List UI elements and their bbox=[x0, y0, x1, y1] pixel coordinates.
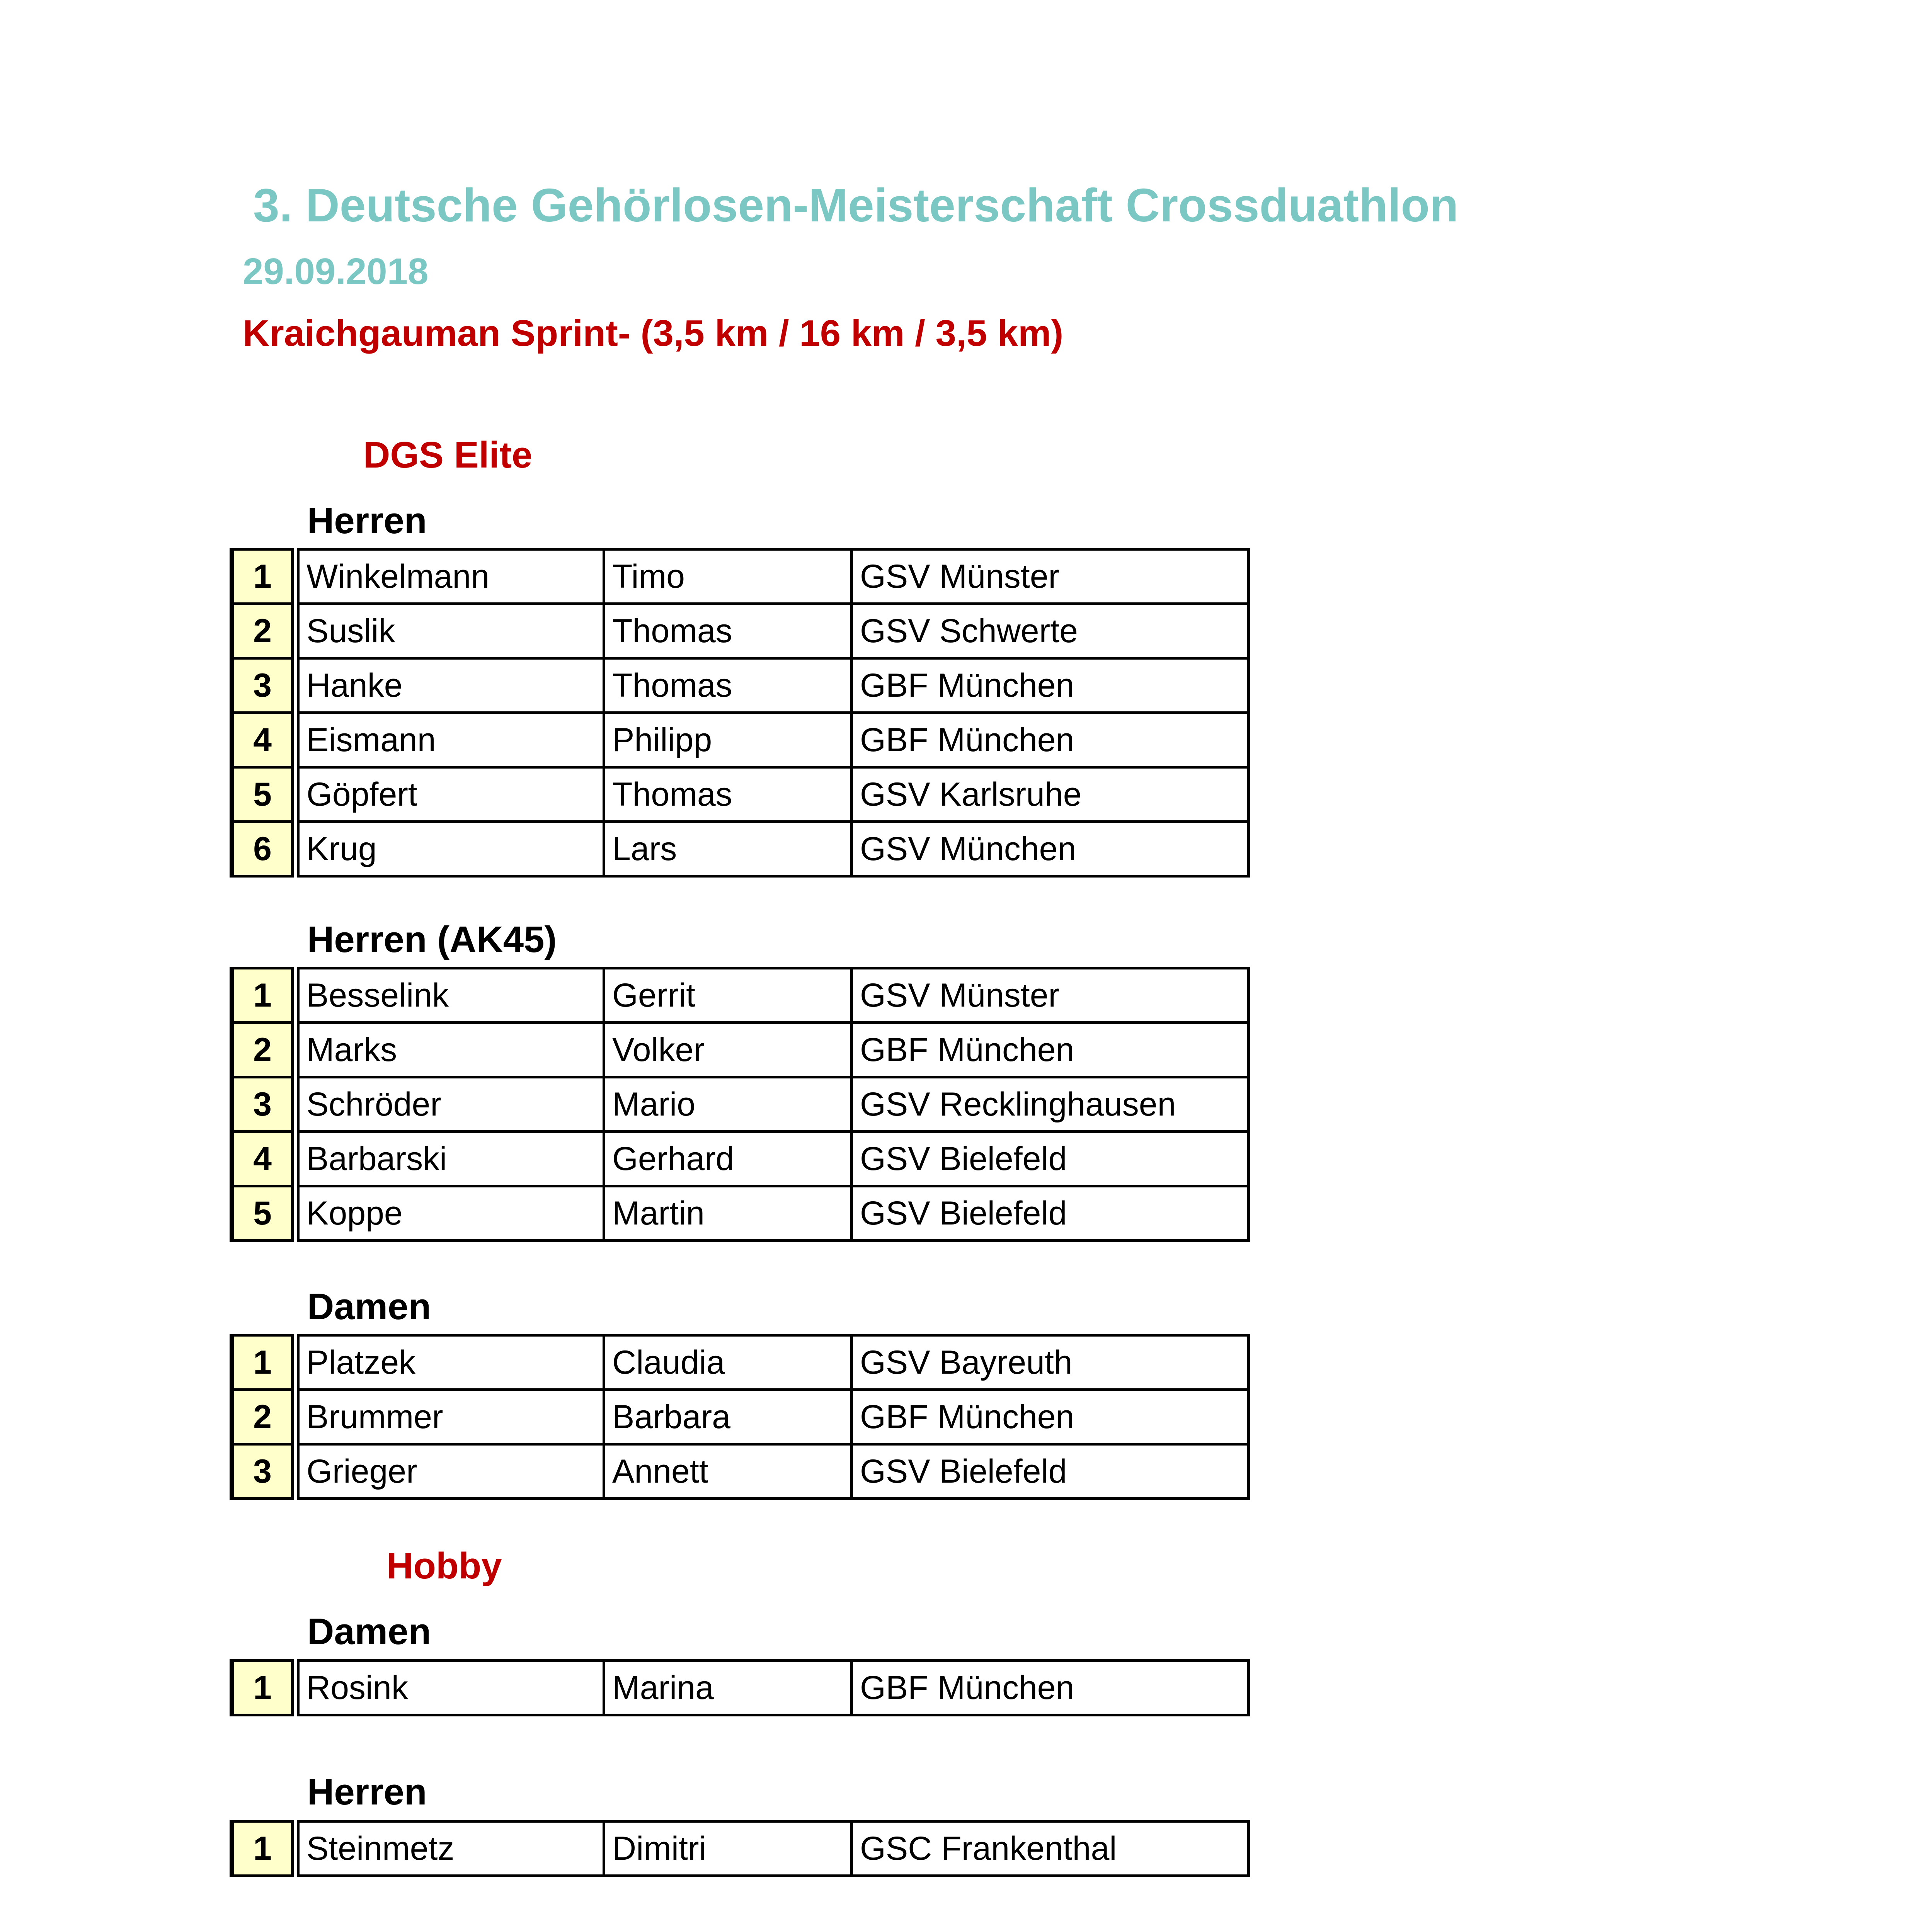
first-name-cell: Martin bbox=[604, 1186, 852, 1241]
last-name-cell: Platzek bbox=[295, 1335, 604, 1390]
first-name-cell: Gerrit bbox=[604, 968, 852, 1023]
results-table-elite-damen bbox=[230, 1334, 1250, 1500]
rank-cell: 1 bbox=[232, 549, 296, 604]
first-name-cell: Barbara bbox=[604, 1390, 852, 1444]
category-hobby: Hobby bbox=[386, 1545, 502, 1587]
table-row bbox=[232, 604, 1249, 658]
first-name-cell: Volker bbox=[604, 1023, 852, 1077]
rank-cell: 5 bbox=[232, 1186, 296, 1241]
club-cell: GSV Bielefeld bbox=[852, 1132, 1249, 1186]
first-name-cell: Mario bbox=[604, 1077, 852, 1132]
last-name-cell: Barbarski bbox=[295, 1132, 604, 1186]
club-cell: GSV Bielefeld bbox=[852, 1186, 1249, 1241]
last-name-cell: Brummer bbox=[295, 1390, 604, 1444]
rank-cell: 3 bbox=[232, 658, 296, 713]
club-cell: GSV Münster bbox=[852, 968, 1249, 1023]
table-row bbox=[232, 1444, 1249, 1499]
club-cell: GSV Münster bbox=[852, 549, 1249, 604]
first-name-cell: Timo bbox=[604, 549, 852, 604]
first-name-cell: Dimitri bbox=[604, 1821, 852, 1876]
table-row bbox=[232, 1186, 1249, 1241]
rank-cell: 2 bbox=[232, 1390, 296, 1444]
last-name-cell: Hanke bbox=[295, 658, 604, 713]
rank-cell: 4 bbox=[232, 1132, 296, 1186]
table-row bbox=[232, 1023, 1249, 1077]
group-title-elite-herren: Herren bbox=[307, 500, 427, 541]
first-name-cell: Thomas bbox=[604, 658, 852, 713]
table-row bbox=[232, 1390, 1249, 1444]
table-row bbox=[232, 1335, 1249, 1390]
group-title-elite-damen: Damen bbox=[307, 1286, 431, 1327]
table-row bbox=[232, 767, 1249, 822]
last-name-cell: Eismann bbox=[295, 713, 604, 767]
club-cell: GBF München bbox=[852, 1390, 1249, 1444]
last-name-cell: Krug bbox=[295, 822, 604, 876]
last-name-cell: Winkelmann bbox=[295, 549, 604, 604]
group-title-elite-herren-ak45: Herren (AK45) bbox=[307, 919, 557, 960]
first-name-cell: Marina bbox=[604, 1661, 852, 1715]
first-name-cell: Lars bbox=[604, 822, 852, 876]
table-row bbox=[232, 658, 1249, 713]
table-row bbox=[232, 1132, 1249, 1186]
group-title-hobby-damen: Damen bbox=[307, 1611, 431, 1652]
event-date: 29.09.2018 bbox=[243, 251, 429, 292]
table-row bbox=[232, 822, 1249, 876]
last-name-cell: Grieger bbox=[295, 1444, 604, 1499]
first-name-cell: Gerhard bbox=[604, 1132, 852, 1186]
table-row bbox=[232, 1077, 1249, 1132]
category-dgs-elite: DGS Elite bbox=[363, 434, 533, 476]
club-cell: GSV Bayreuth bbox=[852, 1335, 1249, 1390]
rank-cell: 6 bbox=[232, 822, 296, 876]
last-name-cell: Steinmetz bbox=[295, 1821, 604, 1876]
rank-cell: 5 bbox=[232, 767, 296, 822]
results-table-elite-herren-ak45 bbox=[230, 967, 1250, 1242]
rank-cell: 1 bbox=[232, 1335, 296, 1390]
table-row bbox=[232, 549, 1249, 604]
last-name-cell: Besselink bbox=[295, 968, 604, 1023]
results-table-hobby-herren bbox=[230, 1820, 1250, 1877]
group-title-hobby-herren: Herren bbox=[307, 1771, 427, 1813]
race-description: Kraichgauman Sprint- (3,5 km / 16 km / 3,5 km) bbox=[243, 313, 1064, 354]
last-name-cell: Marks bbox=[295, 1023, 604, 1077]
results-table-hobby-damen bbox=[230, 1659, 1250, 1716]
document-title: 3. Deutsche Gehörlosen-Meisterschaft Crossduathlon bbox=[253, 179, 1459, 231]
first-name-cell: Claudia bbox=[604, 1335, 852, 1390]
rank-cell: 2 bbox=[232, 604, 296, 658]
first-name-cell: Philipp bbox=[604, 713, 852, 767]
club-cell: GSV Recklinghausen bbox=[852, 1077, 1249, 1132]
club-cell: GSC Frankenthal bbox=[852, 1821, 1249, 1876]
last-name-cell: Schröder bbox=[295, 1077, 604, 1132]
rank-cell: 4 bbox=[232, 713, 296, 767]
table-row bbox=[232, 968, 1249, 1023]
club-cell: GBF München bbox=[852, 713, 1249, 767]
club-cell: GBF München bbox=[852, 1023, 1249, 1077]
first-name-cell: Annett bbox=[604, 1444, 852, 1499]
table-row bbox=[232, 1821, 1249, 1876]
club-cell: GBF München bbox=[852, 658, 1249, 713]
club-cell: GSV Schwerte bbox=[852, 604, 1249, 658]
last-name-cell: Koppe bbox=[295, 1186, 604, 1241]
last-name-cell: Suslik bbox=[295, 604, 604, 658]
rank-cell: 1 bbox=[232, 1661, 296, 1715]
club-cell: GSV Bielefeld bbox=[852, 1444, 1249, 1499]
last-name-cell: Rosink bbox=[295, 1661, 604, 1715]
club-cell: GBF München bbox=[852, 1661, 1249, 1715]
rank-cell: 3 bbox=[232, 1077, 296, 1132]
first-name-cell: Thomas bbox=[604, 767, 852, 822]
club-cell: GSV Karlsruhe bbox=[852, 767, 1249, 822]
rank-cell: 3 bbox=[232, 1444, 296, 1499]
rank-cell: 1 bbox=[232, 1821, 296, 1876]
last-name-cell: Göpfert bbox=[295, 767, 604, 822]
table-row bbox=[232, 713, 1249, 767]
rank-cell: 2 bbox=[232, 1023, 296, 1077]
first-name-cell: Thomas bbox=[604, 604, 852, 658]
rank-cell: 1 bbox=[232, 968, 296, 1023]
results-table-elite-herren bbox=[230, 548, 1250, 878]
table-row bbox=[232, 1661, 1249, 1715]
club-cell: GSV München bbox=[852, 822, 1249, 876]
